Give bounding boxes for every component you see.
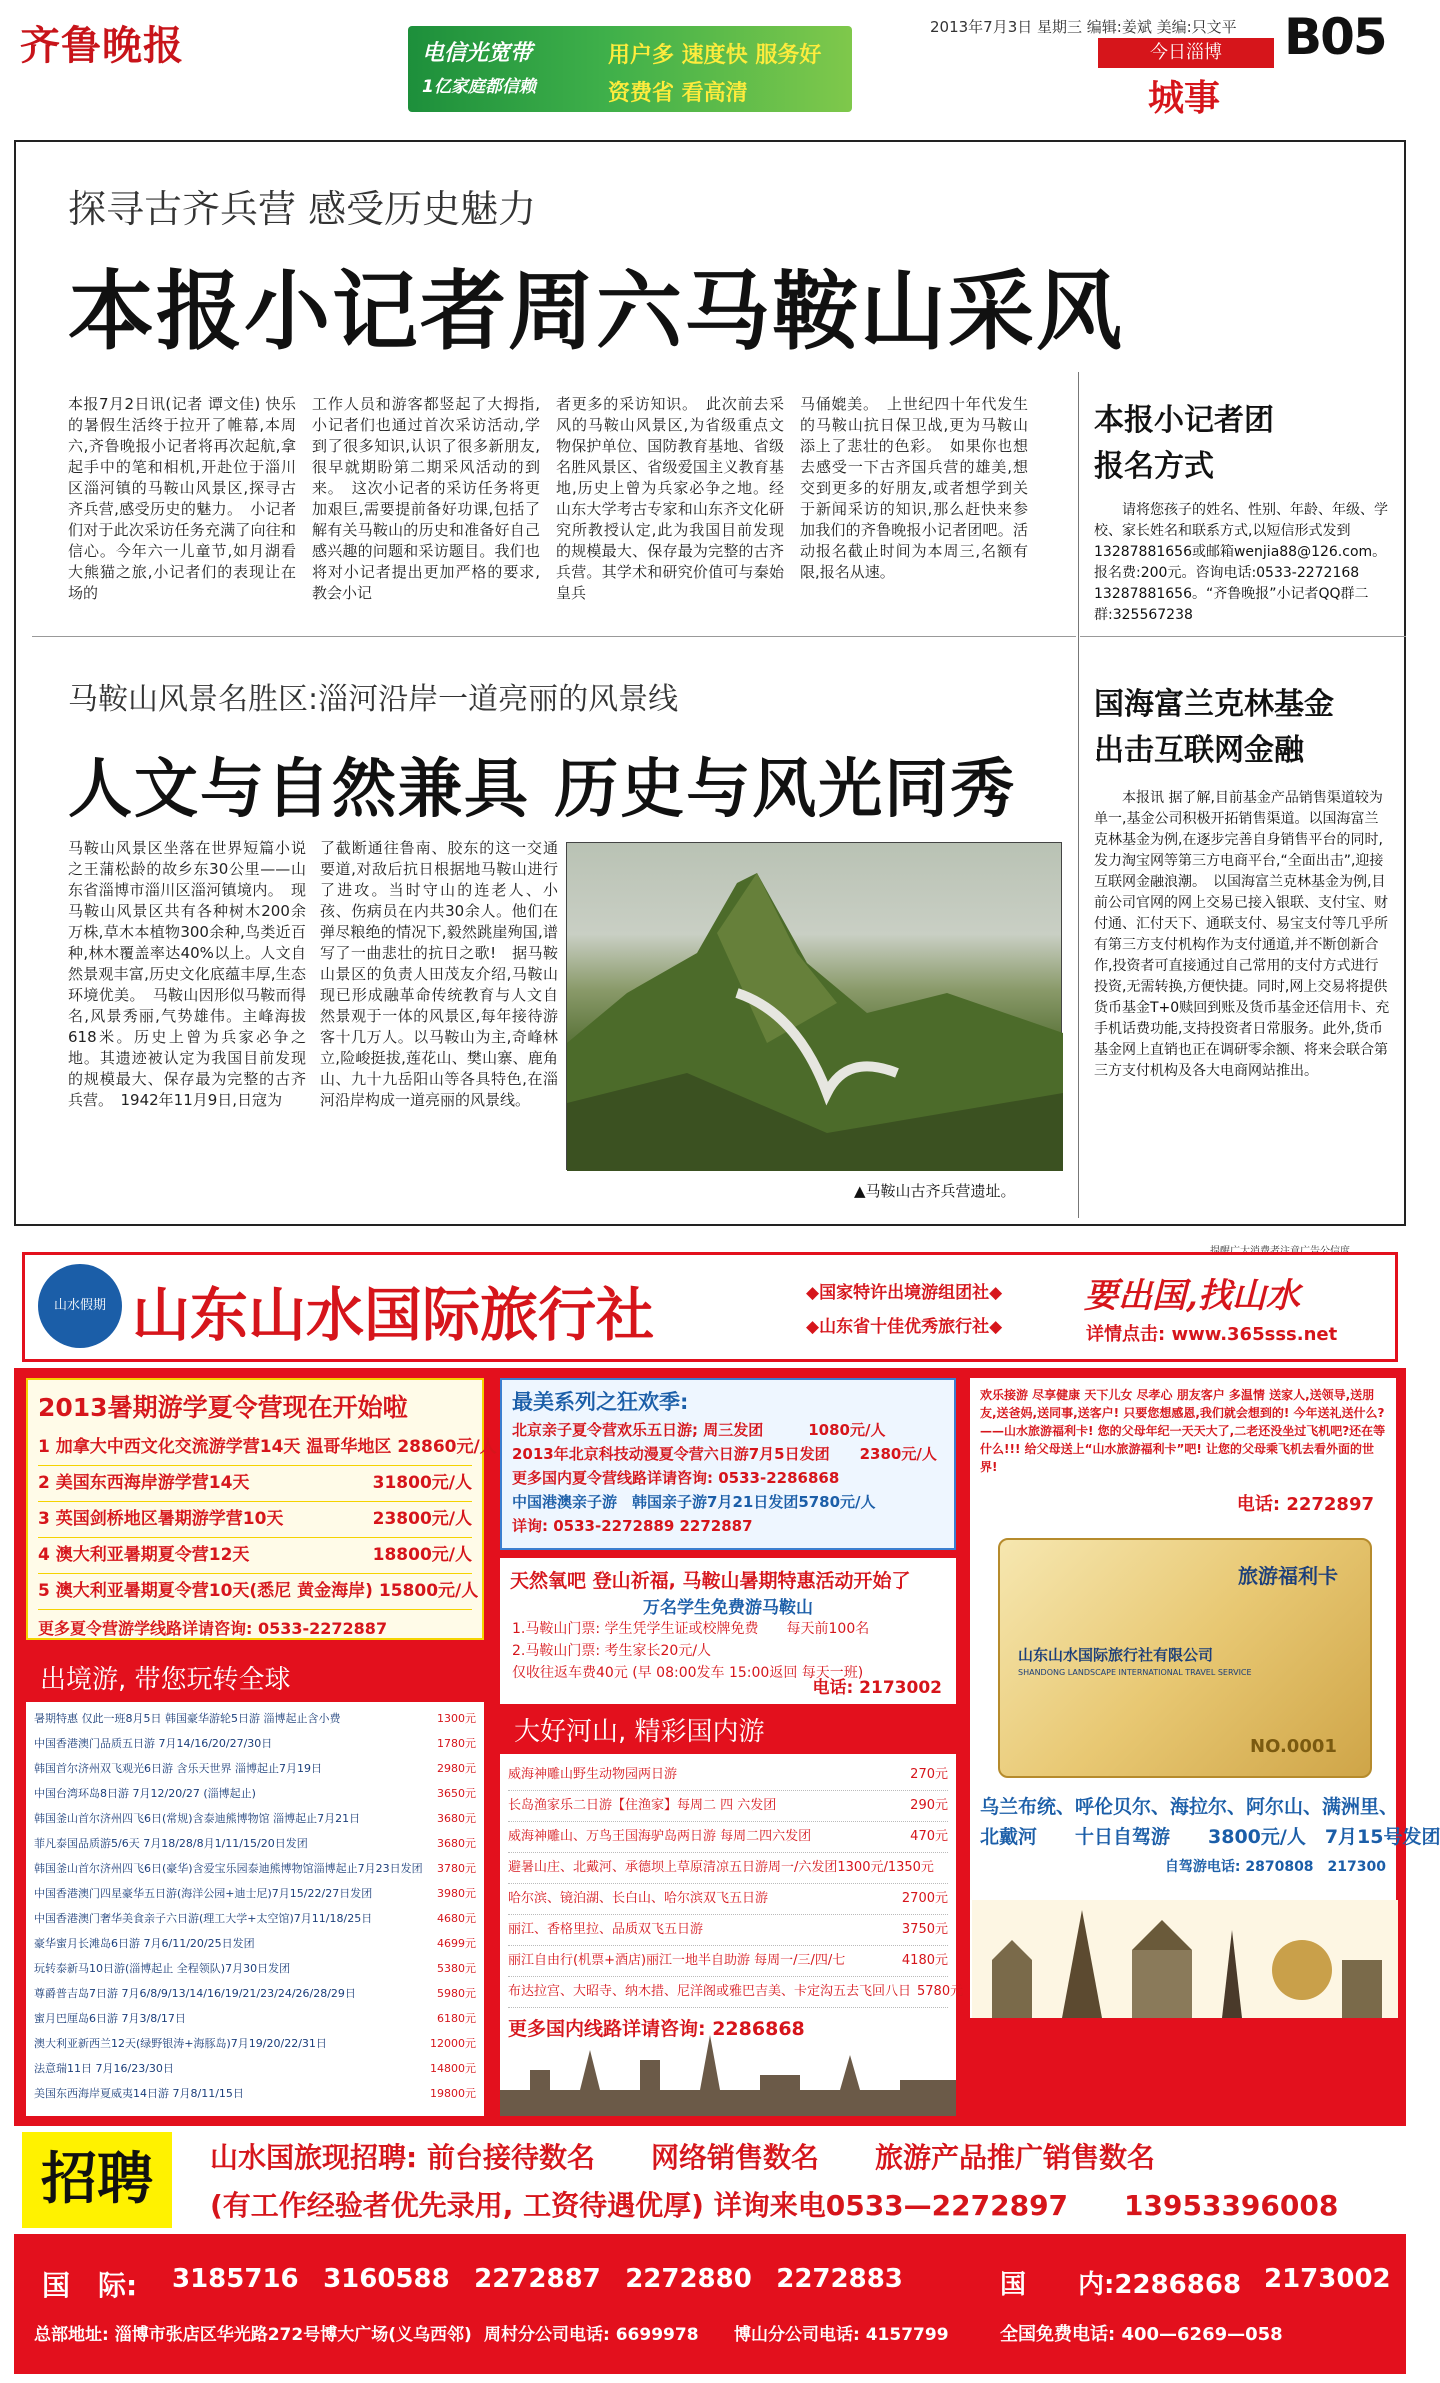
maanshan-tel: 电话: 2173002 xyxy=(812,1678,942,1698)
badge-2: ◆山东省十佳优秀旅行社◆ xyxy=(806,1317,1003,1337)
card-title: 旅游福利卡 xyxy=(1238,1564,1338,1588)
summer-camp-list xyxy=(28,1430,497,1610)
sidebar1-title-2: 报名方式 xyxy=(1094,449,1214,484)
route-name: 澳大利亚新西兰12天(绿野银涛+海豚岛)7月19/20/22/31日 xyxy=(34,2037,327,2050)
outbound-box xyxy=(26,1702,484,2116)
route-price: 5780元 xyxy=(917,1984,964,1999)
route-row xyxy=(34,1731,476,1756)
summer-camp-more: 更多夏令营游学线路详请咨询: 0533-2272887 xyxy=(38,1619,388,1638)
recruit-label: 招聘 xyxy=(22,2132,172,2228)
route-price: 3750元 xyxy=(901,1922,948,1937)
route-row xyxy=(34,1956,476,1981)
city-skyline xyxy=(500,2030,956,2116)
domestic-list xyxy=(500,1754,964,2014)
route-row xyxy=(38,1574,479,1610)
route-price: 290元 xyxy=(910,1798,948,1813)
card-company-en: SHANDONG LANDSCAPE INTERNATIONAL TRAVEL SERVICE xyxy=(1018,1668,1252,1677)
story2-column-2: 了截断通往鲁南、胶东的这一交通要道,对敌后抗日根据地马鞍山进行了进攻。当时守山的连老人、小孩、伤病员在内共30余人。他们在弹尽粮绝的情况下,毅然跳崖殉国,谱写了一曲悲壮的抗日之歌! 据马鞍山景区的负责人田茂友介绍,马鞍山现已形成融革命传统教育与人文自然景观于一体的风景区,每年接待游客十几万人。以马鞍山为主,奇峰林立,险峻挺拔,莲花山、樊山寨、鹿角山、九十九岳阳山等各具特色,在淄河沿岸构成一道亮丽的风景线。 xyxy=(320,839,558,1109)
route-price: 23800元/人 xyxy=(372,1509,472,1529)
banner-line-2: 1亿家庭都信赖 xyxy=(422,77,536,97)
route-price: 19800元 xyxy=(430,2087,476,2100)
welfare-tel: 电话: 2272897 xyxy=(1236,1494,1374,1515)
route-name: 3 英国剑桥地区暑期游学营10天 xyxy=(38,1509,284,1529)
column-divider xyxy=(1078,372,1079,1218)
recruit-line-2: (有工作经验者优先录用, 工资待遇优厚) 详询来电0533—2272897 13953396008 xyxy=(210,2189,1339,2222)
card-company: 山东山水国际旅行社有限公司 xyxy=(1018,1646,1214,1664)
route-row xyxy=(34,2006,476,2031)
domestic-phone: 国 内:2286868 xyxy=(1000,2270,1242,2300)
zhoucun-branch: 周村分公司电话: 6699978 xyxy=(484,2325,699,2345)
outbound-title: 出境游, 带您玩转全球 xyxy=(26,1658,484,1702)
ad-slogan: 要出国,找山水 xyxy=(1084,1276,1300,1316)
outbound-list xyxy=(26,1702,484,2110)
intl-phone: 3160588 xyxy=(323,2264,450,2294)
best-series-box xyxy=(500,1378,956,1550)
story2-column-1: 马鞍山风景区坐落在世界短篇小说之王蒲松龄的故乡东30公里——山东省淄博市淄川区淄河镇境内。 现马鞍山风景区共有各种树木200余万株,草木本植物300余种,鸟类近百种,林木覆盖率达40%以上。人文自然景观丰富,历史文化底蕴丰厚,生态环境优美。 马鞍山因形似马鞍而得名,风景秀丽,气势雄伟。主峰海拔618米。历史上曾为兵家必争之地。其遗迹被认定为我国目前发现的规模最大、保存最为完整的古齐兵营。 1942年11月9日,日寇为 xyxy=(68,839,306,1109)
mountain-photo xyxy=(566,842,1062,1170)
self-drive-line-1: 乌兰布统、呼伦贝尔、海拉尔、阿尔山、满洲里、 xyxy=(980,1796,1399,1818)
route-price: 2980元 xyxy=(437,1762,476,1775)
route-row xyxy=(34,2056,476,2081)
page-number: B05 xyxy=(1284,8,1386,66)
story1-column-3: 者更多的采访知识。 此次前去采风的马鞍山风景区,为省级重点文物保护单位、国防教育基地、省级名胜风景区、省级爱国主义教育基地,历史上曾为兵家必争之地。经山东大学考古专家和山东齐文化研究所教授认定,此为我国目前发现的规模最大、保存最为完整的古齐兵营。其学术和研究价值可与秦始皇兵 xyxy=(556,395,784,602)
route-row xyxy=(34,1806,476,1831)
best-line: 中国港澳亲子游 韩国亲子游7月21日发团5780元/人 xyxy=(512,1493,876,1511)
sidebar1-body: 请将您孩子的姓名、性别、年龄、年级、学校、家长姓名和联系方式,以短信形式发到13287881656或邮箱wenjia88@126.com。 报名费:200元。咨询电话:0533-2272168 13287881656。“齐鲁晚报”小记者QQ群二群:325567238 xyxy=(1094,502,1394,623)
best-line: 2013年北京科技动漫夏令营六日游7月5日发团 2380元/人 xyxy=(512,1445,937,1463)
sidebar-divider xyxy=(1080,636,1406,637)
route-row xyxy=(34,1856,476,1881)
route-row xyxy=(34,1831,476,1856)
welfare-card-box xyxy=(970,1378,1440,2018)
route-price: 4180元 xyxy=(901,1953,948,1968)
story1-kicker: 探寻古齐兵营 感受历史魅力 xyxy=(68,187,537,231)
route-row xyxy=(34,1781,476,1806)
route-name: 中国台湾环岛8日游 7月12/20/27 (淄博起止) xyxy=(34,1787,256,1800)
sidebar1-title-1: 本报小记者团 xyxy=(1094,403,1274,438)
route-name: 丽江自由行(机票+酒店)丽江一地半自助游 每周一/三/四/七 xyxy=(508,1953,846,1968)
mountain-illustration xyxy=(567,843,1063,1171)
boshan-branch: 博山分公司电话: 4157799 xyxy=(734,2325,949,2345)
sidebar-fund-news xyxy=(1094,682,1390,1228)
route-price: 5380元 xyxy=(437,1962,476,1975)
badge-1: ◆国家特许出境游组团社◆ xyxy=(806,1283,1003,1303)
route-price: 5980元 xyxy=(437,1987,476,2000)
route-price: 15800元/人 xyxy=(378,1581,479,1601)
domestic-more: 更多国内线路详请咨询: 2286868 xyxy=(508,2018,805,2040)
section-band: 今日淄博 xyxy=(1098,38,1274,68)
summer-camp-title: 2013暑期游学夏令营现在开始啦 xyxy=(38,1393,408,1422)
story2-kicker: 马鞍山风景名胜区:淄河沿岸一道亮丽的风景线 xyxy=(68,682,679,717)
dateline: 2013年7月3日 星期三 编辑:姜斌 美编:只文平 xyxy=(930,18,1237,36)
route-row xyxy=(34,1981,476,2006)
route-price: 3780元 xyxy=(437,1862,476,1875)
route-name: 韩国首尔济州双飞观光6日游 含乐天世界 淄博起止7月19日 xyxy=(34,1762,322,1775)
route-row xyxy=(508,1915,948,1946)
ad-header xyxy=(14,1238,1406,1368)
ad-fine-print: 提醒广大消费者注意广告公信度 xyxy=(1210,1246,1350,1257)
ad-footer xyxy=(14,2242,1406,2374)
route-row xyxy=(34,1706,476,1731)
route-name: 长岛渔家乐二日游【住渔家】每周二 四 六发团 xyxy=(508,1798,777,1813)
intl-phone: 3185716 xyxy=(172,2264,299,2294)
maanshan-line: 2.马鞍山门票: 考生家长20元/人 xyxy=(512,1643,712,1659)
route-row xyxy=(508,1884,948,1915)
route-row xyxy=(34,2031,476,2056)
travel-agency-ad xyxy=(14,1238,1440,2374)
route-name: 丽江、香格里拉、品质双飞五日游 xyxy=(508,1922,704,1937)
route-price: 6180元 xyxy=(437,2012,476,2025)
route-price: 18800元/人 xyxy=(372,1545,472,1565)
route-name: 尊爵普吉岛7日游 7月6/8/9/13/14/16/19/21/23/24/26/28/29日 xyxy=(34,1987,356,2000)
best-series-title: 最美系列之狂欢季: xyxy=(512,1390,689,1414)
best-line: 详询: 0533-2272889 2272887 xyxy=(512,1517,753,1535)
sidebar-reporter-club xyxy=(1094,398,1394,690)
route-name: 4 澳大利亚暑期夏令营12天 xyxy=(38,1545,250,1565)
maanshan-promo-box xyxy=(500,1558,956,1704)
news-section xyxy=(14,140,1406,1226)
maanshan-line: 1.马鞍山门票: 学生凭学生证或校牌免费 每天前100名 xyxy=(512,1621,870,1637)
story1-column-4: 马俑媲美。 上世纪四十年代发生的马鞍山抗日保卫战,更为马鞍山添上了悲壮的色彩。 如果你也想去感受一下古齐国兵营的雄美,想交到更多的好朋友,或者想学到关于新闻采访的知识,那么赶快来参加我们的齐鲁晚报小记者团吧。活动报名截止时间为本周三,名额有限,报名从速。 xyxy=(800,395,1028,581)
self-drive-tel: 自驾游电话: 2870808 217300 xyxy=(1164,1859,1386,1875)
intl-phone: 2272880 xyxy=(625,2264,752,2294)
domestic-box xyxy=(500,1754,964,2116)
route-price: 28860元/人 xyxy=(397,1437,497,1457)
route-name: 法意瑞11日 7月16/23/30日 xyxy=(34,2062,174,2075)
intl-phone: 2272883 xyxy=(776,2264,903,2294)
route-row xyxy=(34,2081,476,2106)
route-name: 5 澳大利亚暑期夏令营10天(悉尼 黄金海岸) xyxy=(38,1581,373,1601)
route-row xyxy=(34,1931,476,1956)
domestic-phone-2: 2173002 xyxy=(1264,2264,1391,2294)
newspaper-logo: 齐鲁晚报 xyxy=(20,22,184,69)
route-name: 韩国釜山首尔济州四飞6日(常规)含泰迪熊博物馆 淄博起止7月21日 xyxy=(34,1812,361,1825)
best-line: 更多国内夏令营线路详请咨询: 0533-2286868 xyxy=(512,1469,840,1487)
route-name: 韩国釜山首尔济州四飞6日(豪华)含爱宝乐园泰迪熊博物馆淄博起止7月23日发团 xyxy=(34,1862,423,1875)
route-row xyxy=(508,1977,964,2008)
route-name: 蜜月巴厘岛6日游 7月3/8/17日 xyxy=(34,2012,186,2025)
welfare-promo: 欢乐接游 尽享健康 天下儿女 尽孝心 朋友客户 多温情 送家人,送领导,送朋友,送爸妈,送同事,送客户! 只要您想感恩,我们就会想到的! 今年送礼送什么?——山水旅游福利卡! 您的父母年纪一天天大了,二老还没坐过飞机吧?还在等什么!!! 给父母送上“山水旅游福利卡”吧! 让您的父母乘飞机去看外面的世界! xyxy=(980,1388,1386,1474)
route-row xyxy=(508,1853,948,1884)
section-divider xyxy=(32,636,1076,637)
welfare-card xyxy=(998,1538,1372,1778)
story1-column-2: 工作人员和游客都竖起了大拇指,小记者们也通过首次采访活动,学到了很多知识,认识了很多新朋友,很早就期盼第二期采风活动的到来。 这次小记者的采访任务将更加艰巨,需要提前备好功课,包括了解有关马鞍山的历史和准备好自己感兴趣的问题和采访题目。我们也将对小记者提出更加严格的要求,教会小记 xyxy=(312,395,540,602)
route-price: 1300元 xyxy=(437,1712,476,1725)
route-price: 4699元 xyxy=(437,1937,476,1950)
route-price: 2700元 xyxy=(901,1891,948,1906)
route-price: 31800元/人 xyxy=(372,1473,472,1493)
card-number: NO.0001 xyxy=(1250,1736,1337,1757)
national-hotline: 全国免费电话: 400—6269—058 xyxy=(1000,2324,1283,2345)
intl-label: 国 际: xyxy=(42,2269,138,2302)
ad-website[interactable]: 详情点击: www.365sss.net xyxy=(1086,1324,1338,1345)
story1-headline: 本报小记者周六马鞍山采风 xyxy=(68,262,1124,362)
maanshan-line: 仅收往返车费40元 (早 08:00发车 15:00返回 每天一班) xyxy=(512,1665,864,1681)
route-name: 威海神雕山野生动物园两日游 xyxy=(508,1767,678,1782)
route-price: 3680元 xyxy=(437,1837,476,1850)
route-name: 2 美国东西海岸游学营14天 xyxy=(38,1473,250,1493)
sidebar2-title-2: 出击互联网金融 xyxy=(1094,733,1304,768)
route-name: 避暑山庄、北戴河、承德坝上草原清凉五日游周一/六发团1300元/1350元 xyxy=(508,1860,934,1875)
route-name: 玩转泰新马10日游(淄博起止 全程领队)7月30日发团 xyxy=(34,1962,291,1975)
sidebar2-title-1: 国海富兰克林基金 xyxy=(1094,687,1334,722)
route-name: 中国香港澳门奢华美食亲子六日游(理工大学+太空馆)7月11/18/25日 xyxy=(34,1912,373,1925)
agency-emblem: 山水假期 xyxy=(38,1264,122,1348)
best-line: 北京亲子夏令营欢乐五日游; 周三发团 1080元/人 xyxy=(512,1421,886,1439)
route-price xyxy=(942,1853,948,1883)
route-name: 威海神雕山、万鸟王国海驴岛两日游 每周二四六发团 xyxy=(508,1829,812,1844)
route-name: 美国东西海岸夏威夷14日游 7月8/11/15日 xyxy=(34,2087,244,2100)
route-name: 暑期特惠 仅此一班8月5日 韩国豪华游轮5日游 淄博起止含小费 xyxy=(34,1712,341,1725)
route-row xyxy=(508,1760,948,1791)
route-name: 菲凡泰国品质游5/6天 7月18/28/8月1/11/15/20日发团 xyxy=(34,1837,308,1850)
route-price: 270元 xyxy=(910,1767,948,1782)
self-drive-line-2: 北戴河 十日自驾游 3800元/人 7月15号发团 xyxy=(980,1826,1440,1848)
route-row xyxy=(34,1906,476,1931)
recruit-line-1: 山水国旅现招聘: 前台接待数名 网络销售数名 旅游产品推广销售数名 xyxy=(210,2141,1155,2174)
banner-slogan-2: 资费省 看高清 xyxy=(608,81,748,106)
banner-slogan-1: 用户多 速度快 服务好 xyxy=(608,43,822,68)
route-price: 4680元 xyxy=(437,1912,476,1925)
route-name: 哈尔滨、镜泊湖、长白山、哈尔滨双飞五日游 xyxy=(508,1891,769,1906)
agency-name: 山东山水国际旅行社 xyxy=(132,1281,655,1349)
route-name: 豪华蜜月长滩岛6日游 7月6/11/20/25日发团 xyxy=(34,1937,255,1950)
story2-headline: 人文与自然兼具 历史与风光同秀 xyxy=(68,753,1017,827)
route-row xyxy=(38,1538,472,1574)
section-title: 城事 xyxy=(1148,78,1221,119)
route-name: 中国香港澳门四星豪华五日游(海洋公园+迪士尼)7月15/22/27日发团 xyxy=(34,1887,373,1900)
route-price: 1780元 xyxy=(437,1737,476,1750)
route-price: 3650元 xyxy=(437,1787,476,1800)
route-row xyxy=(34,1881,476,1906)
route-name: 中国香港澳门品质五日游 7月14/16/20/27/30日 xyxy=(34,1737,273,1750)
domestic-title: 大好河山, 精彩国内游 xyxy=(500,1710,956,1754)
route-row xyxy=(508,1946,948,1977)
maanshan-subtitle: 万名学生免费游马鞍山 xyxy=(643,1598,813,1618)
route-price: 3980元 xyxy=(437,1887,476,1900)
intl-phone: 2272887 xyxy=(474,2264,601,2294)
banner-line-1: 电信光宽带 xyxy=(422,41,533,66)
route-row xyxy=(508,1791,948,1822)
summer-camp-box xyxy=(26,1378,497,1640)
route-row xyxy=(34,1756,476,1781)
route-row xyxy=(38,1466,472,1502)
route-name: 布达拉宫、大昭寺、纳木措、尼洋阁或雅巴吉美、卡定沟五去飞回八日 xyxy=(508,1984,912,1999)
maanshan-title: 天然氧吧 登山祈福, 马鞍山暑期特惠活动开始了 xyxy=(510,1570,911,1592)
landmarks-illustration xyxy=(972,1900,1398,2018)
route-price: 12000元 xyxy=(430,2037,476,2050)
story1-column-1: 本报7月2日讯(记者 谭文佳) 快乐的暑假生活终于拉开了帷幕,本周六,齐鲁晚报小记者将再次起航,拿起手中的笔和相机,开赴位于淄川区淄河镇的马鞍山风景区,探寻古齐兵营,感受历史的魅力。 小记者们对于此次采访任务充满了向往和信心。今年六一儿童节,如月湖看大熊猫之旅,小记者们的表现让在场的 xyxy=(68,395,296,602)
route-price: 470元 xyxy=(910,1829,948,1844)
route-price: 14800元 xyxy=(430,2062,476,2075)
route-row xyxy=(38,1430,497,1466)
sidebar2-body: 本报讯 据了解,目前基金产品销售渠道较为单一,基金公司积极开拓销售渠道。以国海富兰克林基金为例,在逐步完善自身销售平台的同时,发力淘宝网等第三方电商平台,“全面出击”,迎接互联网金融浪潮。 以国海富兰克林基金为例,目前公司官网的网上交易已接入银联、支付宝、财付通、汇付天下、通联支付、易宝支付等几乎所有第三方支付机构作为支付通道,并不断创新合作,投资者可直接通过自己常用的支付方式进行投资,无需转换,方便快捷。同时,网上交易将提供货币基金T+0赎回到账及货币基金还信用卡、充手机话费功能,支持投资者日常服务。此外,货币基金网上直销也正在调研零余额、将来会联合第三方支付机构及各大电商网站推出。 xyxy=(1094,790,1390,1079)
route-row xyxy=(38,1502,472,1538)
hq-address: 总部地址: 淄博市张店区华光路272号博大广场(义乌西邻) xyxy=(34,2325,472,2345)
route-name: 1 加拿大中西文化交流游学营14天 温哥华地区 xyxy=(38,1437,392,1457)
route-row xyxy=(508,1822,948,1853)
photo-caption: ▲马鞍山古齐兵营遗址。 xyxy=(854,1182,1016,1200)
telecom-banner-ad xyxy=(408,26,852,112)
recruit-section xyxy=(14,2126,1406,2234)
route-price: 3680元 xyxy=(437,1812,476,1825)
